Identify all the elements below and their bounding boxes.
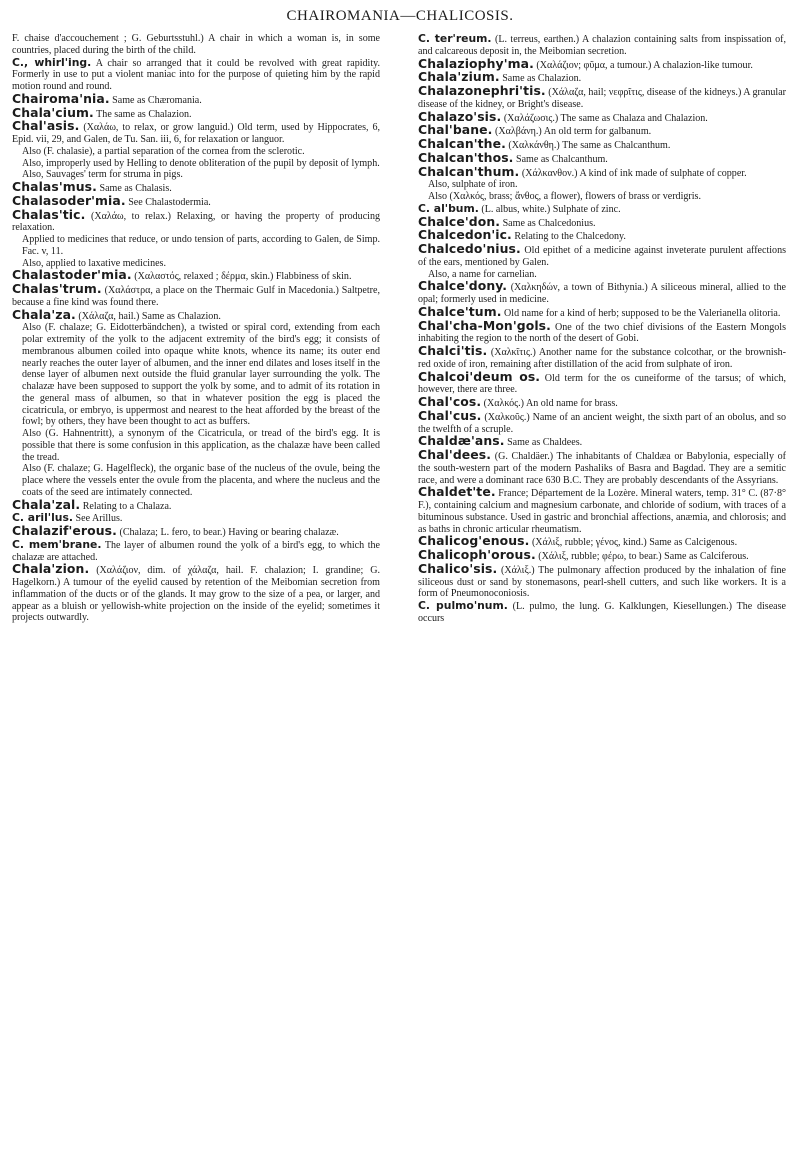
entry-headword: Chal'bane. [418,122,493,138]
entry-text: See Chalastodermia. [128,196,211,208]
entry-headword: Chalico'sis. [418,560,498,576]
dictionary-entry [418,486,786,535]
entry-headword: Chalce'dony. [418,278,508,294]
dictionary-entry [418,85,786,111]
dictionary-entry [418,163,786,180]
entry-headword: Chal'cus. [418,407,482,423]
entry-headword: Chalcedo'nius. [418,241,521,256]
entry-text: The layer of albumen round the yolk of a bird's egg, to which the chalazæ are attached. [12,539,380,563]
dictionary-entry [418,179,786,191]
entry-text: Relating to the Chalcedony. [514,231,626,243]
entry-text: See Arillus. [75,513,123,525]
entry-headword: C. al'bum. [418,201,479,215]
entry-text: Also (F. chalaze; G. Eidotterbändchen), a twisted or spiral cord, extending from each polar extremity of the yolk to the adjacent extremity of the bird's egg; it consists of membranous albumen coiled into opaque white knots, whence its name; its outer end nearly reaches the outer layer of albumen, and the inner end dilates and loses itself in the dense layer of albumen next outside the fluid granular layer surrounding the yolk. The chalazæ have been supposed to support the yolk by some, and to admit of its rotation in the general mass of albumen, so that in whatever position the egg is placed the cicatricula, or embryo, is uppermost and nearest to the heat afforded by the breast of the fowl; by others, they have been thought to act as buffers. [22,322,380,428]
entry-text: (L. pulmo, the lung. G. Kalklungen, Kiesellungen.) The disease occurs [418,601,786,624]
entry-text: Also, Sauvages' term for struma in pigs. [22,169,183,181]
entry-headword: Chalastoder'mia. [12,267,132,283]
dictionary-entry [418,243,786,269]
entry-text: Same as Chæromania. [112,94,202,106]
entry-headword: Chalazonephri'tis. [418,83,546,98]
dictionary-entry [418,317,787,346]
entry-text: (Χαλάζιον; φῦμα, a tumour.) A chalazion-like tumour. [536,59,753,71]
entry-text: (Χαλκηδών, a town of Bithynia.) A siliceous mineral, allied to the opal; formerly used in medicine. [418,282,787,305]
entry-headword: Chalce'don. [418,213,501,229]
entry-headword: Chala'zion. [12,561,90,577]
entry-headword: C. pulmo'num. [418,599,508,612]
entry-text: Same as Chalcedonius. [502,217,596,229]
entry-headword: Chalce'tum. [418,303,502,319]
entry-text: (Χαλάω, to relax, or grow languid.) Old term, used by Hippocrates, 6, Epid. vii, 29, and Galen, de Tu. San. iii, 6, for relaxation or languor. [12,122,380,145]
entry-headword: Chala'cium. [12,104,94,120]
entry-text: (Χαλκός.) An old name for brass. [483,398,618,409]
entry-text: Same as Chalazion. [502,73,582,85]
entry-text: (G. Chaldäer.) The inhabitants of Chaldæa or Babylonia, especially of the south-western part of the modern Pashaliks of Basra and Bagdad. They are a semitic race, and were a dominant race 630 B.C. They are probably descendants of the Assyrians. [418,451,786,486]
entry-text: (Χάλιξ.) The pulmonary affection produced by the inhalation of fine siliceous dust or sand by stonemasons, pearl-shell cutters, and such like workers. It is a form of Pneumonoconiosis. [418,564,786,600]
entry-headword: Chalci'tis. [418,343,488,358]
entry-headword: Chala'za. [12,306,76,322]
dictionary-entry [12,563,380,624]
running-header: CHAIROMANIA—CHALICOSIS. [286,8,514,24]
dictionary-entry [418,560,786,600]
entry-text: (Χαλάστρα, a place on the Thermaic Gulf in Macedonia.) Saltpetre, because a fine kind was found there. [12,285,381,308]
entry-headword: Chalazo'sis. [418,108,502,124]
dictionary-entry [12,33,380,57]
entry-text: A chair so arranged that it could be revolved with great rapidity. Formerly in use to put a violent maniac into for the purpose of quieting him by the rapid motion round and round. [12,57,380,92]
entry-headword: Chalas'tic. [12,206,86,222]
dictionary-entry [418,600,786,625]
entry-headword: Chal'dees. [418,447,492,462]
entry-text: Same as Chalcanthum. [516,153,608,165]
dictionary-entry [12,120,380,146]
dictionary-entry [12,234,380,258]
dictionary-entry [12,539,380,564]
entry-text: Also, improperly used by Helling to denote obliteration of the pupil by deposit of lymph. [22,157,380,169]
entry-headword: Chala'zal. [12,496,81,512]
entry-headword: Chalcan'thos. [418,149,514,165]
entry-text: (Χαλκάνθη.) The same as Chalcanthum. [508,140,671,151]
entry-text: (Χάλαζα, hail; νεφρῖτις, disease of the kidneys.) A granular disease of the kidney, or Bright's disease. [418,87,787,110]
entry-text: (Χαλκοῦς.) Name of an ancient weight, the sixth part of an obolus, and so the twelfth of a scruple. [418,411,786,435]
entry-text: (Chalaza; L. fero, to bear.) Having or bearing chalazæ. [119,527,339,538]
dictionary-entry [12,283,380,309]
entry-text: (Χαλάω, to relax.) Relaxing, or having the property of producing relaxation. [12,210,380,234]
dictionary-entry [12,525,380,539]
dictionary-entry [12,428,380,463]
entry-text: Also (F. chalaze; G. Hagelfleck), the organic base of the nucleus of the ovule, being the place where the vessels enter the ovule from the placenta, and where the nucleus and the coats of the seed are intimately connected. [22,463,380,498]
entry-text: Applied to medicines that reduce, or undo tension of parts, according to Galen, de Simp. Fac. v, 11. [22,234,380,257]
entry-text: (Χαλβάνη.) An old term for galbanum. [495,126,652,138]
entry-text: Old term for the os cuneiforme of the tarsus; of which, however, there are three. [418,372,787,396]
dictionary-entry [12,463,380,498]
entry-headword: C. aril'lus. [12,511,74,525]
entry-headword: Chalcedon'ic. [418,227,512,243]
entry-text: Old epithet of a medicine against inveterate purulent affections of the ears, mentioned by Galen. [418,245,787,268]
entry-text: Also, applied to laxative medicines. [22,257,166,269]
dictionary-entry [12,206,380,235]
entry-headword: Chalicog'enous. [418,533,530,549]
dictionary-entry [418,280,786,306]
entry-text: F. chaise d'accouchement ; G. Geburtsstuhl.) A chair in which a woman is, in some countries, placed during the birth of the child. [12,33,380,56]
entry-headword: Chalicoph'orous. [418,547,536,562]
entry-headword: Chalcan'the. [418,136,506,151]
entry-text: (Χάλαζα, hail.) Same as Chalazion. [78,310,221,322]
entry-text: (Χάλκανθον.) A kind of ink made of sulphate of copper. [521,167,747,179]
entry-text: (Χαλάζωσις.) The same as Chalaza and Chalazion. [503,112,708,124]
entry-headword: Chaldet'te. [418,484,496,500]
dictionary-entry [418,345,786,371]
dictionary-entry [12,146,380,158]
entry-text: Also (F. chalasie), a partial separation of the cornea from the sclerotic. [22,145,305,157]
entry-headword: Chal'cos. [418,394,482,409]
dictionary-entry [12,57,380,93]
left-column [12,33,380,624]
entry-text: Also (Χαλκός, brass; ἄνθος, a flower), flowers of brass or verdigris. [428,191,701,202]
entry-headword: Chal'asis. [12,118,80,134]
entry-text: Also, a name for carnelian. [428,268,537,280]
entry-text: (Χαλαστός, relaxed ; δέρμα, skin.) Flabbiness of skin. [134,271,352,283]
entry-text: (L. terreus, earthen.) A chalazion containing salts from inspissation of, and calcareous deposit in, the Meibomian secretion. [418,34,786,57]
entry-headword: Chal'cha-Mon'gols. [418,317,551,333]
entry-headword: Chaldæ'ans. [418,433,505,449]
entry-text: (Χαλκῖτις.) Another name for the substance colcothar, or the brownish-red oxide of iron, remaining after distillation of the acid from sulphate of iron. [418,347,787,370]
entry-text: Also, sulphate of iron. [428,179,518,191]
entry-text: The same as Chalazion. [96,108,192,120]
entry-text: Same as Chaldees. [507,437,583,449]
entry-headword: Chalcoi'deum os. [418,368,541,384]
dictionary-entry [12,496,380,513]
entry-text: (Χάλιξ, rubble; φέρω, to bear.) Same as Calciferous. [538,551,749,562]
dictionary-entry [418,449,786,486]
entry-text: One of the two chief divisions of the Eastern Mongols inhabiting the region to the north of the desert of Gobi. [418,321,787,345]
entry-text: (L. albus, white.) Sulphate of zinc. [481,203,621,215]
entry-headword: Chalaziophy'ma. [418,55,534,71]
dictionary-entry [418,33,786,58]
dictionary-entry [12,158,380,170]
entry-headword: Chairoma'nia. [12,90,110,106]
entry-headword: C. mem'brane. [12,537,102,551]
dictionary-entry [12,322,380,428]
entry-headword: Chalazif'erous. [12,523,117,538]
entry-text: Relating to a Chalaza. [82,500,172,512]
entry-headword: Chalcan'thum. [418,163,520,179]
entry-text: (Χαλάζιον, dim. of χάλαζα, hail. F. chalazion; I. grandine; G. Hagelkorn.) A tumour of the eyelid caused by retention of the Meibomian secretion from inflammation of the ducts or of the glands. It may grow to the size of a pea, or larger, and appear as a bluish or yellowish-white projection on the inside of the eyelid; sometimes it projects outwardly. [12,565,380,624]
dictionary-entry [12,306,380,323]
entry-headword: Chalas'trum. [12,281,102,296]
entry-text: Old name for a kind of herb; supposed to be the Valerianella olitoria. [504,307,781,319]
entry-headword: Chalasoder'mia. [12,192,126,208]
entry-headword: Chalas'mus. [12,179,97,194]
entry-headword: C. ter'reum. [418,32,492,45]
entry-text: (Χάλιξ, rubble; γένος, kind.) Same as Calcigenous. [531,537,738,549]
entry-headword: Chala'zium. [418,69,500,85]
entry-text: France; Département de la Lozère. Mineral waters, temp. 31° C. (87·8° F.), containing calcium and magnesium carbonate, and chloride of sodium, with traces of a bituminous substance. Used in gastric and bronchial affections, anæmia, and chlorosis; and as baths in chronic articular rheumatism. [418,488,786,535]
dictionary-entry [418,407,786,436]
right-column [418,33,786,625]
entry-text: Also (G. Hahnentritt), a synonym of the Cicatricula, or tread of the bird's egg. It is possible that there is some confusion in this application, as the chalazæ have been called the tread. [22,428,380,463]
dictionary-entry [418,368,787,397]
entry-text: Same as Chalasis. [99,183,172,194]
entry-headword: C., whirl'ing. [12,55,92,69]
